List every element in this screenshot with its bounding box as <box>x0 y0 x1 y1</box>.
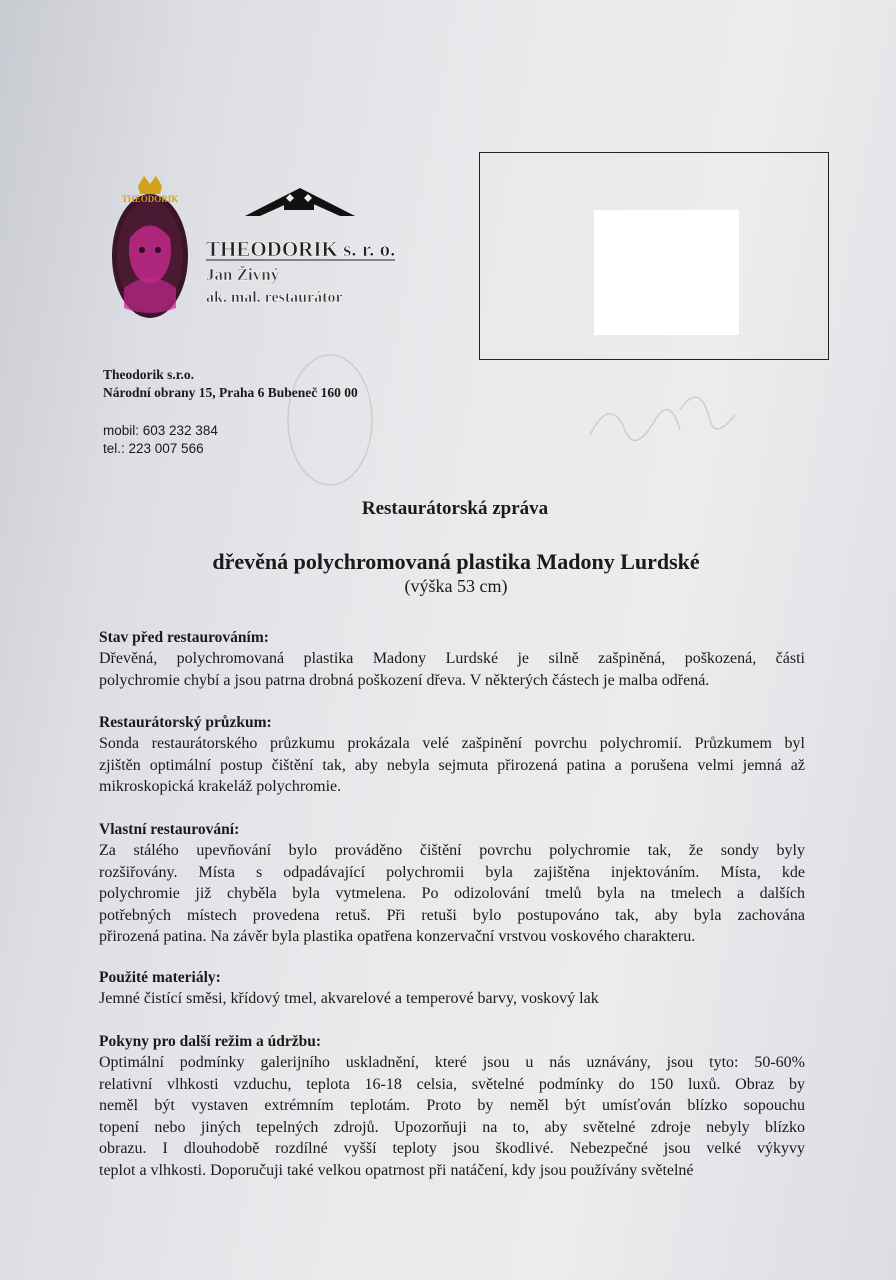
logo-company-name: THEODORIK s. r. o. <box>206 237 396 261</box>
section-line: Dřevěná, polychromovaná plastika Madony Lurdské je silně zašpiněná, poškozená, části <box>99 650 805 667</box>
section-condition <box>99 627 805 691</box>
emblem-text: THEODORIK <box>121 194 179 204</box>
company-address: Národní obrany 15, Praha 6 Bubeneč 160 00 <box>103 385 358 400</box>
section-line: Za stálého upevňování bylo prováděno čištění povrchu polychromie tak, že sondy byly <box>99 842 805 859</box>
section-restoration <box>99 819 805 948</box>
section-line: mikroskopická krakeláž polychromie. <box>99 778 342 796</box>
phone-number: tel.: 223 007 566 <box>103 441 204 456</box>
section-heading: Pokyny pro další režim a údržbu: <box>99 1033 322 1050</box>
section-line: polychromie chybí a jsou patrna drobná poškození dřeva. V některých částech je malba odřená. <box>99 671 710 689</box>
section-line: polychromie již chyběla byla vytmelena. Po odizolování tmelů byla na tmelech a dalších <box>99 885 805 903</box>
section-maintenance <box>99 1031 805 1182</box>
section-line: neměl být vystaven extrémním teplotám. Proto by neměl být umísťován blízko sopouchu <box>99 1097 805 1115</box>
section-line: teplot a vlhkosti. Doporučuji také velkou opatrnost při natáčení, kdy jsou používány světelné <box>99 1161 694 1179</box>
section-heading: Stav před restaurováním: <box>99 629 269 646</box>
logo-person-name: Jan Živný <box>206 265 280 284</box>
section-line: obrazu. I dlouhodobě rozdílné vyšší teploty jsou škodlivé. Nebezpečné jsou velké výkyvy <box>99 1140 805 1158</box>
section-heading: Restaurátorský průzkum: <box>99 714 272 731</box>
section-line: zjištěn optimální postup čištění tak, aby nebyla sejmuta přirozená patina a porušena velmi jemná až <box>99 756 805 774</box>
section-materials <box>99 967 805 1010</box>
company-contact-block <box>103 422 218 458</box>
section-line: potřebných místech provedena retuš. Při retuši bylo postupováno tak, aby byla zachována <box>99 906 805 924</box>
section-line: rozšiřovány. Místa s odpadávající polychromii byla zajištěna injektováním. Místa, kde <box>99 863 805 881</box>
redacted-area <box>594 210 739 335</box>
section-line: topení nebo jiných tepelných zdrojů. Upozorňuji na to, aby světelné zdroje nebyly blízko <box>99 1118 805 1136</box>
company-name: Theodorik s.r.o. <box>103 367 195 382</box>
section-line: Sonda restaurátorského průzkumu prokázala velé zašpinění povrchu polychromií. Průzkumem byl <box>99 735 805 752</box>
company-address-block <box>103 366 358 402</box>
section-heading: Vlastní restaurování: <box>99 821 240 838</box>
section-survey <box>99 712 805 798</box>
section-line: relativní vlhkosti vzduchu, teplota 16-18 celsia, světelné podmínky do 150 luxů. Obraz by <box>99 1075 805 1093</box>
mobile-number: mobil: 603 232 384 <box>103 423 218 438</box>
object-height: (výška 53 cm) <box>404 576 508 596</box>
section-line: přirozená patina. Na závěr byla plastika opatřena konzervační vrstvou voskového charakteru. <box>99 928 696 946</box>
logo-role: ak. mal. restaurátor <box>206 289 343 306</box>
section-line: Jemné čistící směsi, křídový tmel, akvarelové a temperové barvy, voskový lak <box>99 990 599 1007</box>
section-line: Optimální podmínky galerijního uskladnění, které jsou u nás uznávány, jsou tyto: 50-60% <box>99 1054 805 1071</box>
theodorik-logo <box>100 168 400 328</box>
object-title: dřevěná polychromovaná plastika Madony Lurdské <box>212 549 700 574</box>
ghost-stamp-signature <box>280 340 750 500</box>
section-heading: Použité materiály: <box>99 969 221 986</box>
report-title: Restaurátorská zpráva <box>361 498 549 519</box>
